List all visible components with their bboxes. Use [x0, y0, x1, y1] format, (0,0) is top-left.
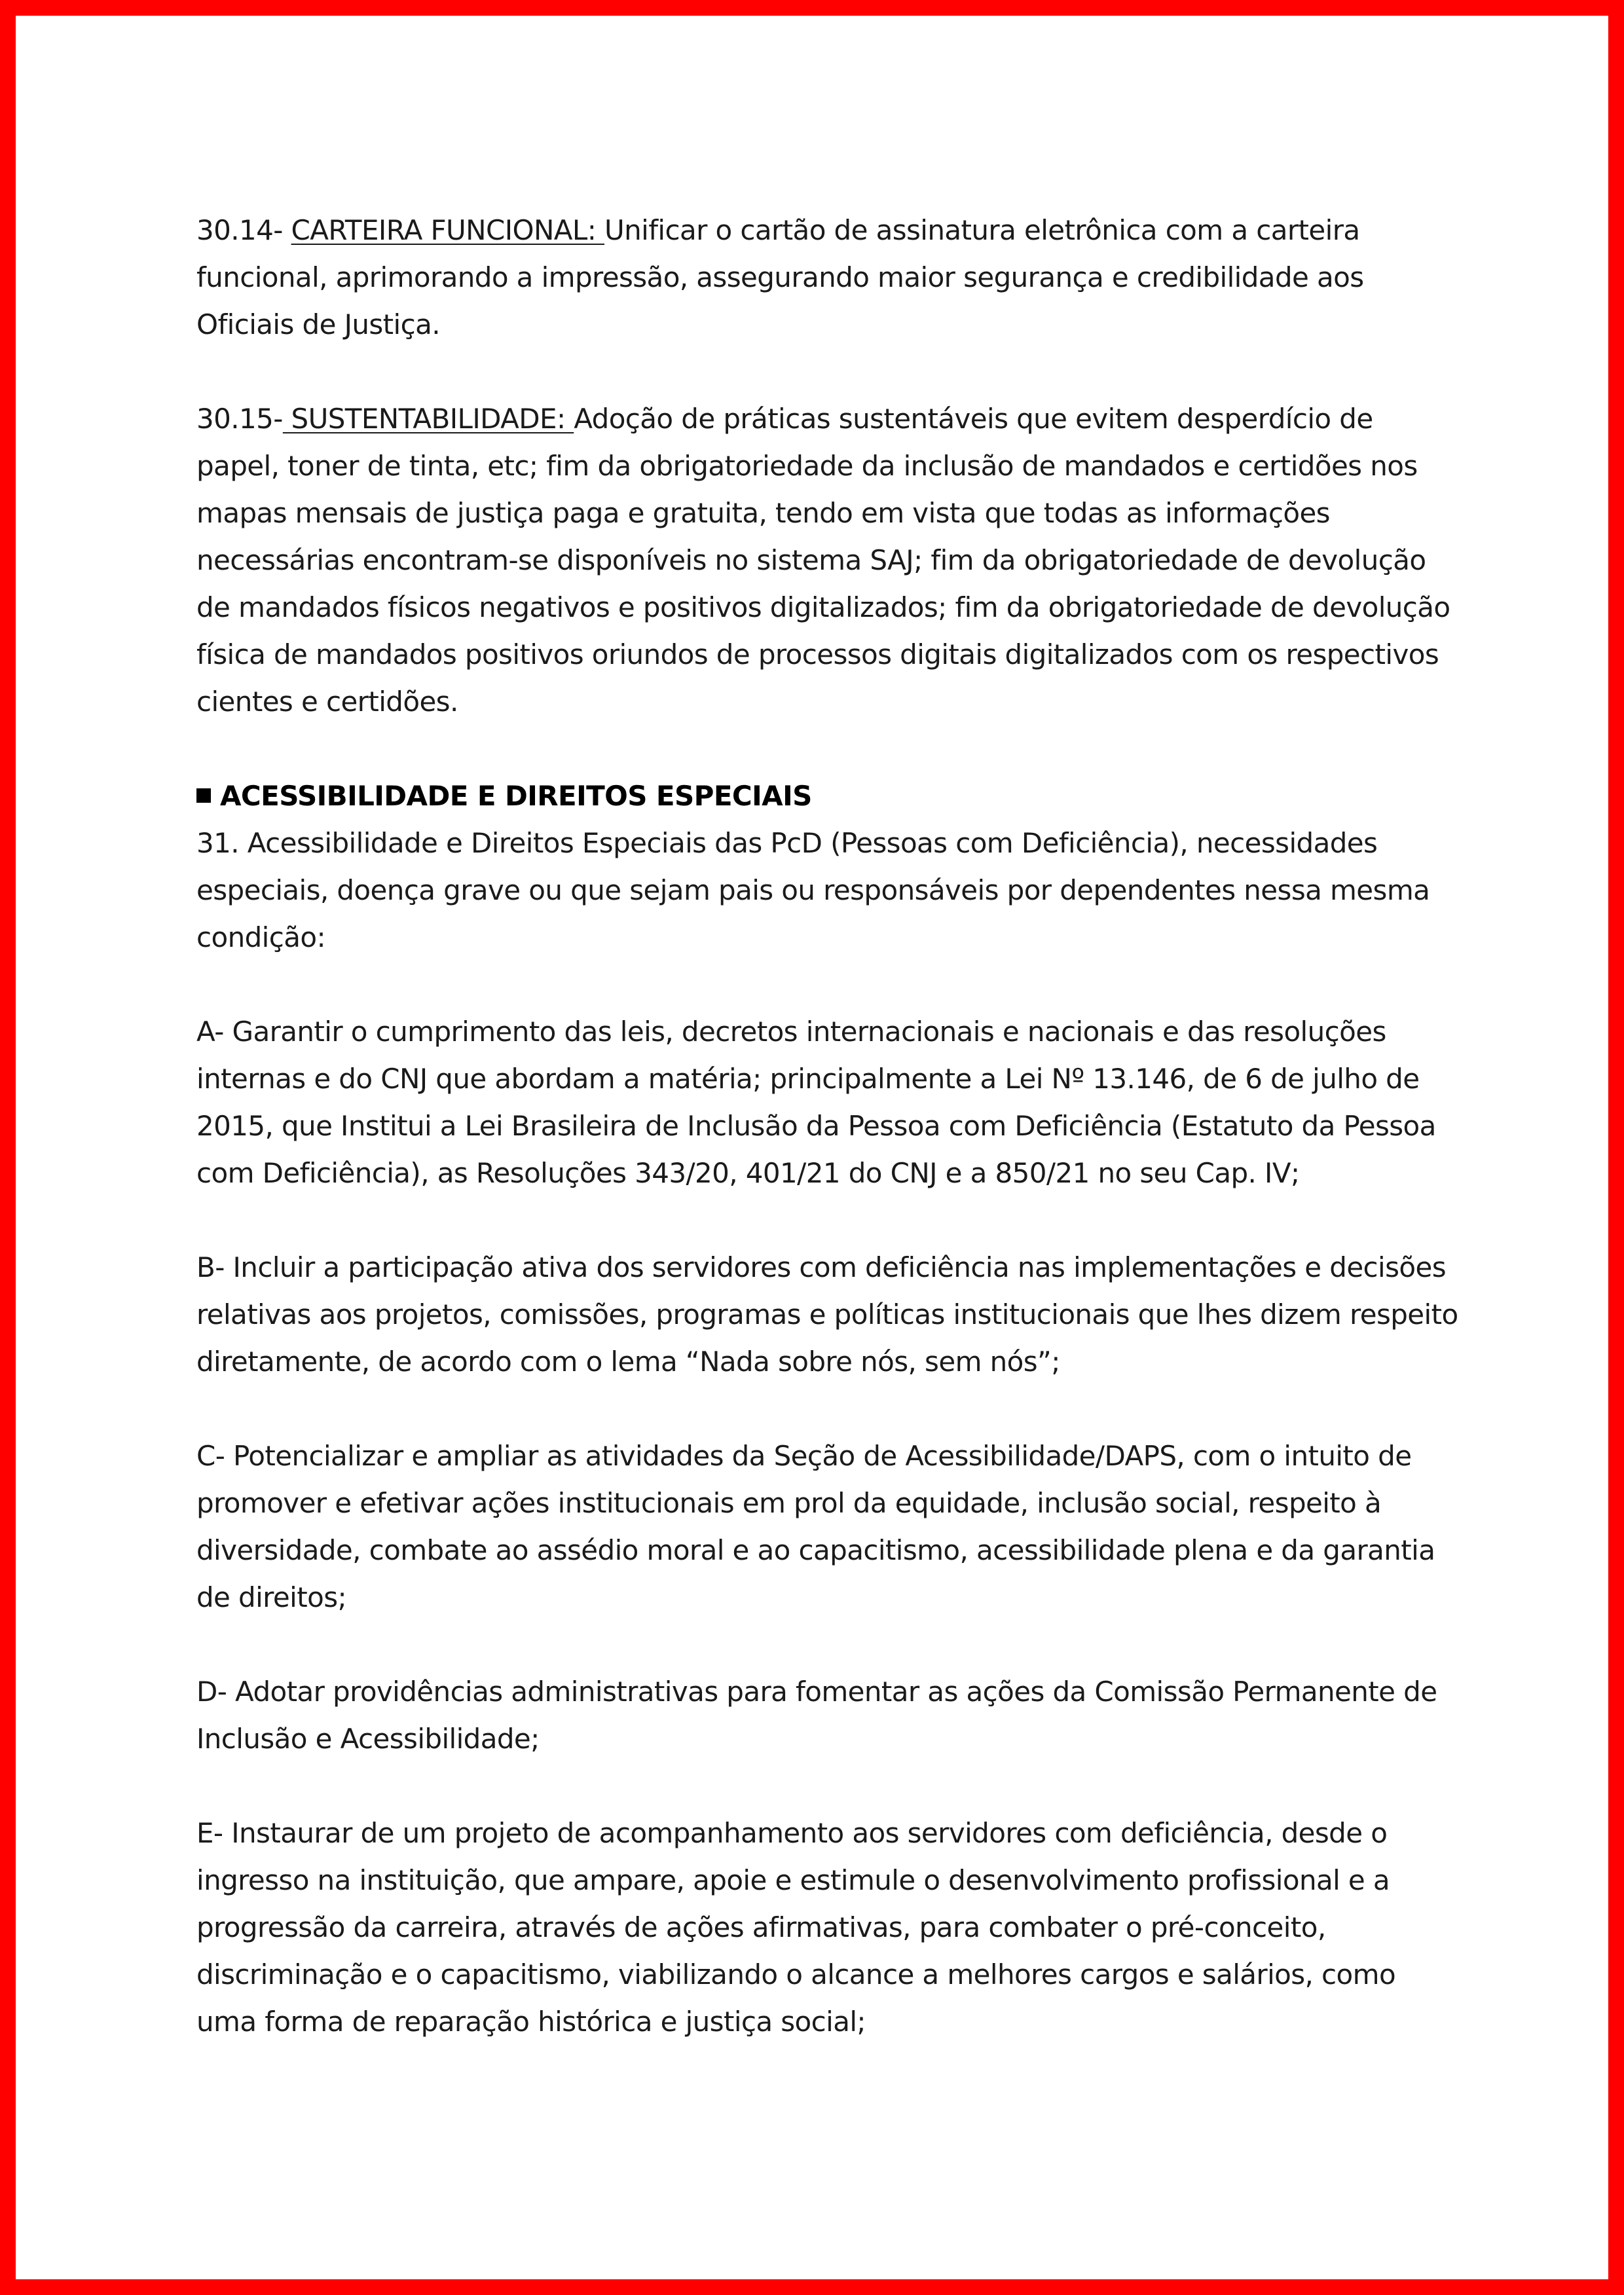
section-heading-acessibilidade: [196, 773, 1459, 820]
document-body: [196, 207, 1459, 2046]
item-30-15-body: Adoção de práticas sustentáveis que evitem desperdício de papel, toner de tinta, etc; fim da obrigatoriedade da inclusão de mandados e certidões nos mapas mensais de justiça paga e gratuita, tendo em vista que todas as informações necessárias encontram-se disponíveis no sistema SAJ; fim da obrigatoriedade de devolução de mandados físicos negativos e positivos digitalizados; fim da obrigatoriedade de devolução física de mandados positivos oriundos de processos digitais digitalizados com os respectivos cientes e certidões.: [196, 403, 1450, 718]
item-30-14-title: CARTEIRA FUNCIONAL:: [291, 214, 605, 246]
section-heading-text: ACESSIBILIDADE E DIREITOS ESPECIAIS: [220, 780, 812, 812]
item-31-c: C- Potencializar e ampliar as atividades da Seção de Acessibilidade/DAPS, com o intuito de promover e efetivar ações institucionais em prol da equidade, inclusão social, respeito à diversidade, combate ao assédio moral e ao capacitismo, acessibilidade plena e da garantia de direitos;: [196, 1440, 1435, 1613]
item-31-intro: 31. Acessibilidade e Direitos Especiais das PcD (Pessoas com Deficiência), necessidades especiais, doença grave ou que sejam pais ou responsáveis por dependentes nessa mesma condição:: [196, 827, 1430, 953]
square-bullet-icon: [196, 788, 211, 803]
item-30-14-body: Unificar o cartão de assinatura eletrônica com a carteira funcional, aprimorando a impressão, assegurando maior segurança e credibilidade aos Oficiais de Justiça.: [196, 214, 1364, 340]
item-30-14-number: 30.14-: [196, 214, 291, 246]
item-31-e: E- Instaurar de um projeto de acompanhamento aos servidores com deficiência, desde o ingresso na instituição, que ampare, apoie e estimule o desenvolvimento profissional e a progressão da carreira, através de ações afirmativas, para combater o pré-conceito, discriminação e o capacitismo, viabilizando o alcance a melhores cargos e salários, como uma forma de reparação histórica e justiça social;: [196, 1817, 1396, 2038]
item-31-b: B- Incluir a participação ativa dos servidores com deficiência nas implementações e decisões relativas aos projetos, comissões, programas e políticas institucionais que lhes dizem respeito diretamente, de acordo com o lema “Nada sobre nós, sem nós”;: [196, 1251, 1458, 1378]
item-31-a: A- Garantir o cumprimento das leis, decretos internacionais e nacionais e das resoluções internas e do CNJ que abordam a matéria; principalmente a Lei Nº 13.146, de 6 de julho de 2015, que Institui a Lei Brasileira de Inclusão da Pessoa com Deficiência (Estatuto da Pessoa com Deficiência), as Resoluções 343/20, 401/21 do CNJ e a 850/21 no seu Cap. IV;: [196, 1016, 1436, 1189]
item-31-d: D- Adotar providências administrativas para fomentar as ações da Comissão Permanente de Inclusão e Acessibilidade;: [196, 1676, 1437, 1755]
item-30-14: [196, 207, 1459, 348]
item-30-15: [196, 395, 1459, 725]
item-30-15-title: SUSTENTABILIDADE:: [282, 403, 574, 435]
item-30-15-number: 30.15-: [196, 403, 283, 435]
